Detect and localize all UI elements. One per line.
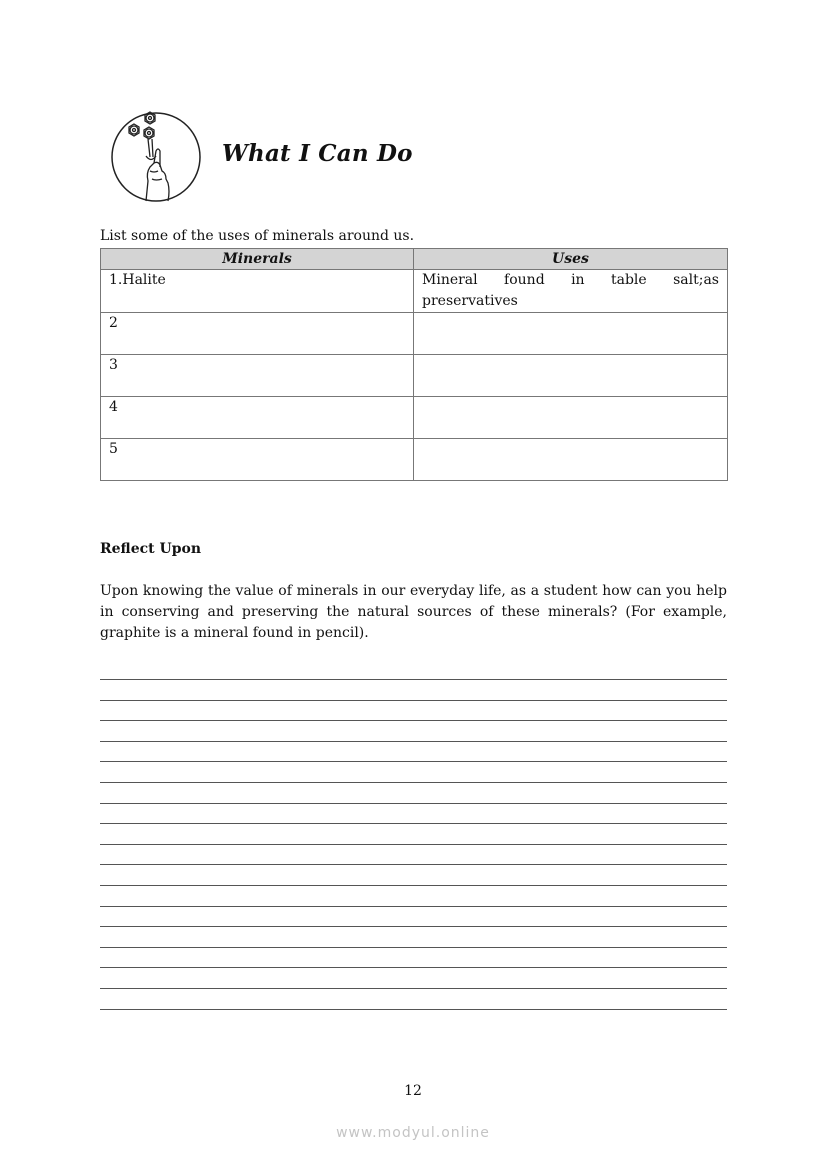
reflect-heading: Reflect Upon [100,541,202,557]
minerals-table [100,248,728,481]
mineral-cell[interactable]: 3 [101,355,414,397]
hand-with-gears-icon [110,111,202,203]
mineral-cell[interactable]: 4 [101,397,414,439]
answer-line[interactable] [100,720,727,721]
table-header-row [101,249,728,270]
answer-line[interactable] [100,906,727,907]
table-row [101,397,728,439]
use-cell[interactable] [414,313,728,355]
table-row [101,355,728,397]
answer-line[interactable] [100,967,727,968]
answer-line[interactable] [100,885,727,886]
page-number: 12 [404,1083,422,1099]
answer-line[interactable] [100,823,727,824]
reflect-prompt: Upon knowing the value of minerals in our everyday life, as a student how can you help in conserving and preserving the natural sources of these minerals? (For example, graphite is a mineral found in pencil). [100,583,727,641]
answer-line[interactable] [100,741,727,742]
answer-line[interactable] [100,761,727,762]
use-cell[interactable]: Mineral found in table salt;as preservatives [414,270,728,313]
answer-line[interactable] [100,1009,727,1010]
table-row [101,270,728,313]
watermark: www.modyul.online [336,1125,490,1141]
uses-column-header: Uses [414,249,728,270]
answer-line[interactable] [100,679,727,680]
answer-line[interactable] [100,803,727,804]
answer-line[interactable] [100,864,727,865]
minerals-column-header: Minerals [101,249,414,270]
use-cell[interactable] [414,355,728,397]
table-row [101,313,728,355]
use-cell[interactable] [414,397,728,439]
answer-line[interactable] [100,844,727,845]
activity-instruction: List some of the uses of minerals around us. [100,228,415,244]
answer-line[interactable] [100,988,727,989]
answer-line[interactable] [100,947,727,948]
answer-line[interactable] [100,700,727,701]
answer-line[interactable] [100,782,727,783]
answer-line[interactable] [100,926,727,927]
mineral-cell[interactable]: 2 [101,313,414,355]
mineral-cell[interactable]: 1.Halite [101,270,414,313]
table-row [101,439,728,481]
use-cell[interactable] [414,439,728,481]
mineral-cell[interactable]: 5 [101,439,414,481]
section-title: What I Can Do [222,140,413,167]
